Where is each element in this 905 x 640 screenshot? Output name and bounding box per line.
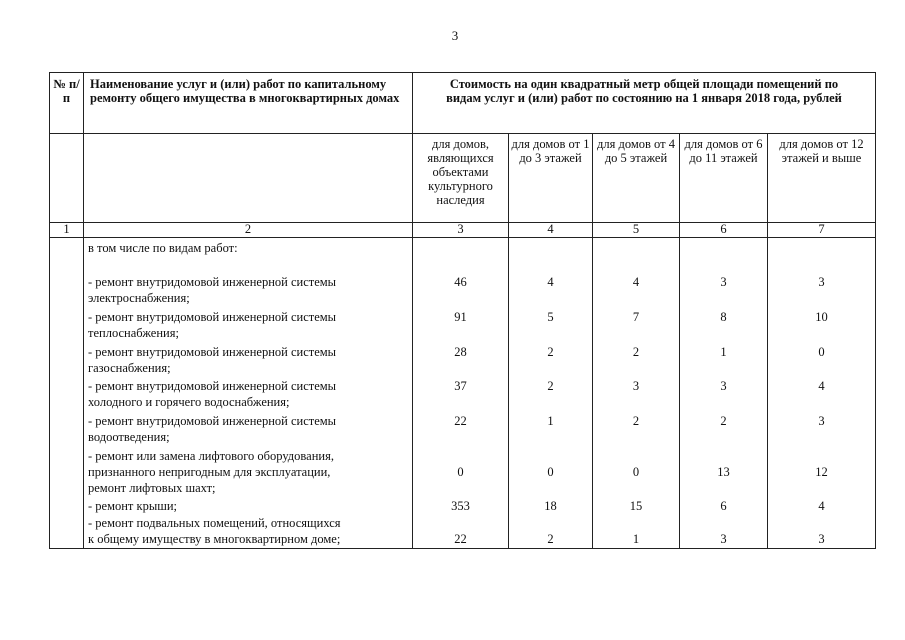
row-3-val-4-5: 2 — [632, 345, 640, 359]
body-name-cell — [84, 238, 413, 549]
row-1-val-heritage: 46 — [454, 275, 467, 289]
row-3-val-6-11: 1 — [720, 345, 727, 359]
row-5-val-1-3: 1 — [547, 414, 554, 428]
intro-text: в том числе по видам работ: — [88, 241, 238, 255]
subheader-1-3: для домов от 1 до 3 этажей — [509, 134, 593, 223]
cost-table — [49, 72, 876, 549]
body-col-6-11 — [680, 238, 768, 549]
row-7-val-1-3: 18 — [544, 499, 557, 513]
subheader-6-11: для домов от 6 до 11 этажей — [680, 134, 768, 223]
row-2-val-heritage: 91 — [454, 310, 467, 324]
col-index-7: 7 — [768, 223, 876, 238]
row-1-val-6-11: 3 — [720, 275, 727, 289]
row-5-name-l1: - ремонт внутридомовой инженерной системы — [88, 414, 337, 428]
body-col-12-plus — [768, 238, 876, 549]
header-row-sub — [50, 134, 876, 223]
row-1-val-4-5: 4 — [632, 275, 640, 289]
row-4-val-4-5: 3 — [632, 379, 640, 393]
row-7-name-l1: - ремонт крыши; — [88, 499, 178, 513]
empty-sub-num — [50, 134, 84, 223]
header-cost-cell — [413, 73, 876, 134]
col-index-4: 4 — [509, 223, 593, 238]
header-name-cell — [84, 73, 413, 134]
row-8-name-l2: к общему имуществу в многоквартирном доме; — [88, 532, 341, 546]
row-3-val-heritage: 28 — [454, 345, 467, 359]
row-4-name-l2: холодного и горячего водоснабжения; — [88, 395, 290, 409]
col-index-1: 1 — [50, 223, 84, 238]
col-index-3: 3 — [413, 223, 509, 238]
row-2-name-l1: - ремонт внутридомовой инженерной системы — [88, 310, 337, 324]
subheader-12-plus: для домов от 12 этажей и выше — [768, 134, 876, 223]
row-6-name-l3: ремонт лифтовых шахт; — [88, 481, 216, 495]
header-cost: Стоимость на один квадратный метр общей площади помещений по видам услуг и (или) работ по состоянию на 1 января 2018 года, рублей — [446, 77, 842, 105]
body-col-4-5 — [593, 238, 680, 549]
row-6-val-heritage: 0 — [457, 465, 464, 479]
row-5-val-6-11: 2 — [720, 414, 727, 428]
header-num: № п/п — [53, 77, 80, 105]
row-2-val-12-plus: 10 — [815, 310, 828, 324]
subheader-4-5: для домов от 4 до 5 этажей — [593, 134, 680, 223]
row-3-val-12-plus: 0 — [818, 345, 825, 359]
row-8-name-l1: - ремонт подвальных помещений, относящихся — [88, 516, 341, 530]
row-5-val-4-5: 2 — [632, 414, 640, 428]
row-5-name-l2: водоотведения; — [88, 430, 170, 444]
row-5-val-12-plus: 3 — [818, 414, 825, 428]
row-4-val-heritage: 37 — [454, 379, 467, 393]
row-1-val-12-plus: 3 — [818, 275, 825, 289]
subheader-heritage: для домов, являющихся объектами культурного наследия — [413, 134, 509, 223]
col-index-5: 5 — [593, 223, 680, 238]
row-2-name-l2: теплоснабжения; — [88, 326, 179, 340]
row-4-val-1-3: 2 — [547, 379, 554, 393]
row-3-name-l1: - ремонт внутридомовой инженерной системы — [88, 345, 337, 359]
row-6-name-l2: признанного непригодным для эксплуатации, — [88, 465, 331, 479]
row-3-val-1-3: 2 — [547, 345, 554, 359]
row-1-name-l2: электроснабжения; — [88, 291, 190, 305]
row-7-val-12-plus: 4 — [818, 499, 825, 513]
body-row — [50, 238, 876, 549]
body-num-cell — [50, 238, 84, 549]
row-2-val-4-5: 7 — [632, 310, 640, 324]
row-5-val-heritage: 22 — [454, 414, 467, 428]
empty-sub-name — [84, 134, 413, 223]
row-1-name-l1: - ремонт внутридомовой инженерной системы — [88, 275, 337, 289]
row-8-val-12-plus: 3 — [818, 532, 825, 546]
row-2-val-1-3: 5 — [547, 310, 554, 324]
row-4-name-l1: - ремонт внутридомовой инженерной системы — [88, 379, 337, 393]
page-number: 3 — [451, 28, 459, 43]
header-row-main — [50, 73, 876, 134]
row-8-val-6-11: 3 — [720, 532, 727, 546]
index-row — [50, 223, 876, 238]
row-6-val-6-11: 13 — [717, 465, 730, 479]
row-3-name-l2: газоснабжения; — [88, 361, 171, 375]
header-name: Наименование услуг и (или) работ по капитальному ремонту общего имущества в многоквартирных домах — [90, 77, 400, 105]
row-7-val-heritage: 353 — [451, 499, 470, 513]
row-4-val-6-11: 3 — [720, 379, 727, 393]
row-8-val-heritage: 22 — [454, 532, 467, 546]
col-index-2: 2 — [84, 223, 413, 238]
header-num-cell — [50, 73, 84, 134]
col-index-6: 6 — [680, 223, 768, 238]
row-6-val-12-plus: 12 — [815, 465, 828, 479]
row-7-val-6-11: 6 — [720, 499, 727, 513]
body-col-heritage — [413, 238, 509, 549]
row-2-val-6-11: 8 — [720, 310, 727, 324]
row-6-name-l1: - ремонт или замена лифтового оборудования, — [88, 449, 334, 463]
row-8-val-4-5: 1 — [632, 532, 640, 546]
body-col-1-3 — [509, 238, 593, 549]
row-8-val-1-3: 2 — [547, 532, 554, 546]
row-1-val-1-3: 4 — [547, 275, 554, 289]
row-6-val-4-5: 0 — [632, 465, 640, 479]
row-7-val-4-5: 15 — [629, 499, 643, 513]
row-6-val-1-3: 0 — [547, 465, 554, 479]
row-4-val-12-plus: 4 — [818, 379, 825, 393]
